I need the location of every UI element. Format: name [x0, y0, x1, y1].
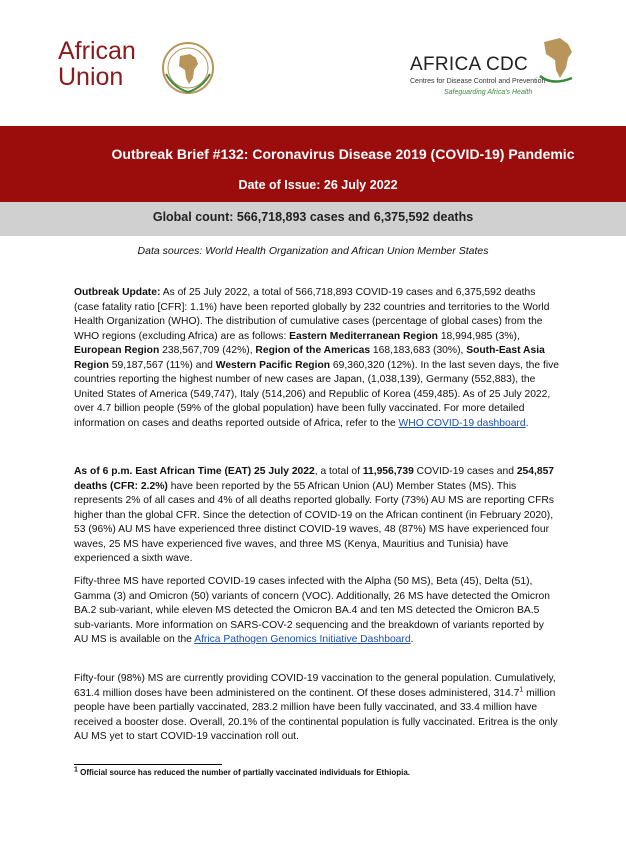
data-sources: Data sources: World Health Organization and African Union Member States	[137, 245, 489, 257]
p2-lead: As of 6 p.m. East African Time (EAT) 25 July 2022	[74, 466, 315, 477]
africa-map-icon	[538, 34, 578, 86]
paragraph-africa-situation: As of 6 p.m. East African Time (EAT) 25 July 2022, a total of 11,956,739 COVID-19 cases and 254,857 deaths (CFR: 2.2%) have been reported by the 55 African Union (AU) Member States (MS). This represents 2% of all cases and 4% of all deaths reported globally. Forty (73%) AU MS are reporting CFRs higher than the global CFR. Since the detection of COVID-19 on the African continent (in February 2020), 53 (96%) AU MS have experienced three distinct COVID-19 waves, 48 (87%) MS have experienced four waves, 25 MS have experienced five waves, and three MS (Kenya, Mauritius and Tunisia) have experienced a sixth wave.	[74, 466, 555, 564]
region-wpr: Western Pacific Region	[215, 359, 331, 371]
date-of-issue: Date of Issue: 26 July 2022	[238, 178, 398, 192]
region-emr: Eastern Mediterranean Region	[289, 330, 438, 342]
paragraph-vaccination: Fifty-four (98%) MS are currently providing COVID-19 vaccination to the general population. Cumulatively, 631.4 million doses have been administered on the continent. Of these doses administered, 314.7$^1$ million people have been partially vaccinated, 283.2 million have been fully vaccinated, and 33.4 million have received a booster dose. Overall, 20.1% of the continental population is fully vaccinated. Eritrea is the only AU MS yet to start COVID-19 vaccination roll out.	[74, 673, 558, 742]
africa-cases: 11,956,739	[362, 466, 414, 477]
footnote: $^1$ Official source has reduced the number of partially vaccinated individuals for Ethiopia.	[74, 766, 410, 777]
region-eur: European Region	[74, 345, 160, 356]
region-sear: South-East Asia Region	[74, 345, 545, 371]
region-amr: Region of the Americas	[255, 345, 371, 356]
global-count-banner	[0, 202, 626, 236]
paragraph-variants: Fifty-three MS have reported COVID-19 cases infected with the Alpha (50 MS), Beta (45), Delta (51), Gamma (3) and Omicron (50) variants of concern (VOC). Additionally, 26 MS have detected the Omicron BA.2 sub-variant, while eleven MS detected the Omicron BA.4 and ten MS detected the Omicron BA.5 sub-variants. More information on SARS-COV-2 sequencing and the breakdown of variants reported by AU MS is available on the Africa Pathogen Genomics Initiative Dashboard.	[74, 576, 550, 645]
au-logo-line1: African	[58, 37, 136, 65]
footnote-ref: 1	[519, 686, 524, 694]
africa-cdc-logo	[408, 34, 578, 104]
paragraph-outbreak-update: Outbreak Update: As of 25 July 2022, a total of 566,718,893 COVID-19 cases and 6,375,592 deaths (case fatality ratio [CFR]: 1.1%) have been reported globally by 232 countries and territories to the World Health Organization (WHO). The distribution of cumulative cases (percentage of global cases) from the WHO regions (excluding Africa) are as follows: Eastern Mediterranean Region 18,994,985 (3%), European Region 238,567,709 (42%), Region of the Americas 168,183,683 (30%), South-East Asia Region 59,187,567 (11%) and Western Pacific Region 69,360,320 (12%). In the last seven days, the five countries reporting the highest number of new cases are Japan, (1,038,139), Germany (552,883), the United States of America (549,747), Italy (514,206) and Republic of Korea (459,485). As of 25 July 2022, over 4.7 billion people (59% of the global population) have been fully vaccinated. For more detailed information on cases and deaths reported outside of Africa, refer to the WHO COVID-19 dashboard.	[74, 287, 560, 429]
brief-title: Outbreak Brief #132: Coronavirus Disease 2019 (COVID-19) Pandemic	[111, 146, 575, 162]
african-union-logo	[58, 38, 218, 98]
title-banner	[0, 126, 626, 202]
global-count: Global count: 566,718,893 cases and 6,375,592 deaths	[152, 210, 474, 224]
au-logo-line2: Union	[58, 63, 124, 91]
africa-deaths: 254,857 deaths (CFR: 2.2%)	[74, 466, 555, 492]
au-emblem-icon	[160, 40, 216, 96]
apgi-dashboard-link[interactable]: Africa Pathogen Genomics Initiative Dashboard	[194, 634, 411, 645]
page-header	[0, 0, 626, 126]
who-dashboard-link[interactable]: WHO COVID-19 dashboard	[398, 417, 526, 429]
p1-lead: Outbreak Update:	[74, 287, 161, 298]
cdc-logo-tagline: Safeguarding Africa's Health	[444, 89, 533, 96]
footnote-divider	[74, 764, 222, 765]
cdc-logo-subtitle: Centres for Disease Control and Prevention	[410, 78, 546, 85]
cdc-logo-title: AFRICA CDC	[410, 54, 529, 75]
